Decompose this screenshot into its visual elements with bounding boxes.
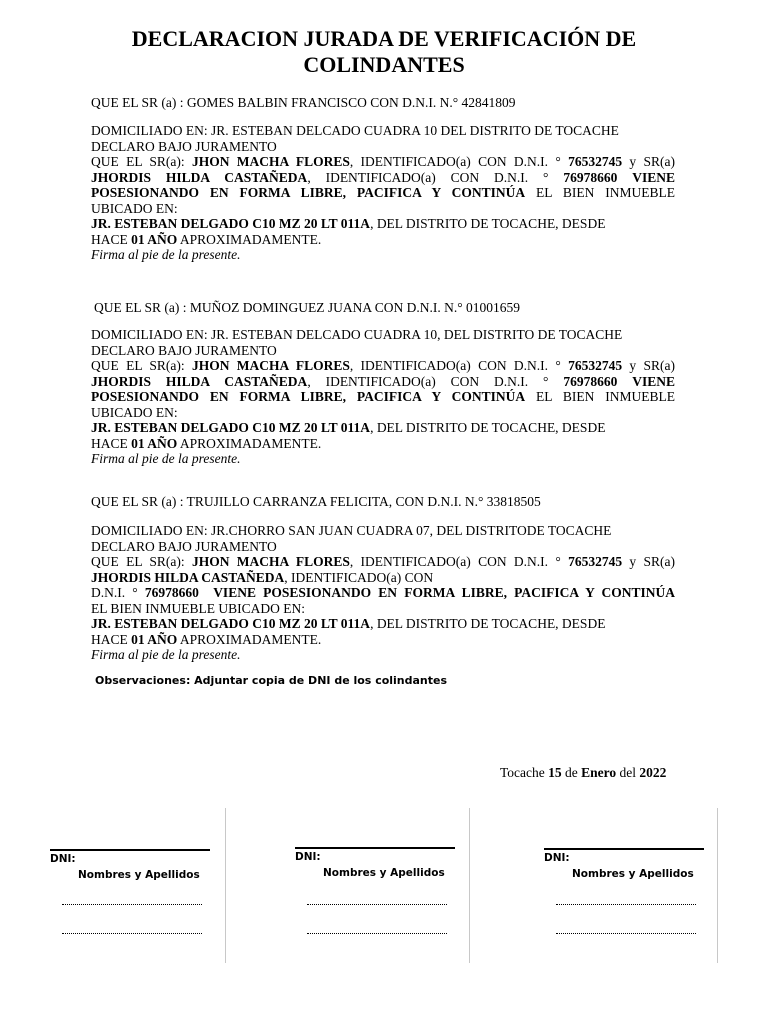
dotted-line	[556, 933, 696, 934]
dotted-line	[62, 933, 202, 934]
declaro-line: DECLARO BAJO JURAMENTO	[91, 342, 277, 358]
signature-divider	[717, 808, 718, 963]
dotted-line	[307, 933, 447, 934]
signature-box-3	[544, 848, 704, 943]
dni-label: DNI:	[50, 853, 76, 865]
signature-box-1	[50, 849, 210, 944]
section-1-header: QUE EL SR (a) : GOMES BALBIN FRANCISCO CON D.N.I. N.° 42841809	[91, 95, 516, 110]
section-3-header: QUE EL SR (a) : TRUJILLO CARRANZA FELICITA, CON D.N.I. N.° 33818505	[91, 494, 541, 509]
signature-divider	[225, 808, 226, 963]
dotted-line	[307, 904, 447, 905]
owner-line: QUE EL SR(a): JHON MACHA FLORES, IDENTIFICADO(a) CON D.N.I. ° 76532745 y SR(a)	[91, 358, 675, 373]
declaro-line: DECLARO BAJO JURAMENTO	[91, 138, 277, 154]
posesion-line: POSESIONANDO EN FORMA LIBRE, PACIFICA Y CONTINÚA EL BIEN INMUEBLE	[91, 185, 675, 200]
title-line-2: COLINDANTES	[303, 52, 465, 77]
owner-line: QUE EL SR(a): JHON MACHA FLORES, IDENTIFICADO(a) CON D.N.I. ° 76532745 y SR(a)	[91, 154, 675, 169]
date-line: Tocache 15 de Enero del 2022	[500, 765, 667, 780]
firma-line: Firma al pie de la presente.	[91, 647, 241, 662]
section-1-body	[91, 123, 675, 263]
posesion-line: D.N.I. ° 76978660 VIENE POSESIONANDO EN FORMA LIBRE, PACIFICA Y CONTINÚA	[91, 585, 676, 600]
ubicado-line: UBICADO EN:	[91, 404, 178, 420]
firma-line: Firma al pie de la presente.	[91, 451, 241, 466]
dotted-line	[62, 904, 202, 905]
title-line-1: DECLARACION JURADA DE VERIFICACIÓN DE	[131, 26, 637, 51]
hace-line: HACE 01 AÑO APROXIMADAMENTE.	[91, 435, 322, 451]
address-line: JR. ESTEBAN DELGADO C10 MZ 20 LT 011A, DEL DISTRITO DE TOCACHE, DESDE	[91, 616, 606, 631]
signature-line	[50, 849, 210, 851]
dni-label: DNI:	[544, 852, 570, 864]
names-label: Nombres y Apellidos	[572, 868, 694, 880]
hace-line: HACE 01 AÑO APROXIMADAMENTE.	[91, 231, 322, 247]
signature-divider	[469, 808, 470, 963]
owner2-line: JHORDIS HILDA CASTAÑEDA, IDENTIFICADO(a) CON D.N.I. ° 76978660 VIENE	[91, 373, 675, 389]
section-2-body	[91, 327, 675, 467]
signature-box-2	[295, 847, 455, 942]
declaro-line: DECLARO BAJO JURAMENTO	[91, 538, 277, 554]
owner2-line: JHORDIS HILDA CASTAÑEDA, IDENTIFICADO(a) CON	[91, 569, 434, 585]
owner2-line: JHORDIS HILDA CASTAÑEDA, IDENTIFICADO(a) CON D.N.I. ° 76978660 VIENE	[91, 169, 675, 185]
firma-line: Firma al pie de la presente.	[91, 247, 241, 262]
section-3-body	[91, 523, 675, 663]
signature-line	[544, 848, 704, 850]
hace-line: HACE 01 AÑO APROXIMADAMENTE.	[91, 631, 322, 647]
dni-label: DNI:	[295, 851, 321, 863]
posesion-line: POSESIONANDO EN FORMA LIBRE, PACIFICA Y CONTINÚA EL BIEN INMUEBLE	[91, 389, 675, 404]
names-label: Nombres y Apellidos	[78, 869, 200, 881]
names-label: Nombres y Apellidos	[323, 867, 445, 879]
signature-line	[295, 847, 455, 849]
owner-line: QUE EL SR(a): JHON MACHA FLORES, IDENTIFICADO(a) CON D.N.I. ° 76532745 y SR(a)	[91, 554, 675, 569]
document-title	[60, 26, 708, 78]
section-2-header: QUE EL SR (a) : MUÑOZ DOMINGUEZ JUANA CON D.N.I. N.° 01001659	[94, 300, 520, 315]
dotted-line	[556, 904, 696, 905]
observaciones-note: Observaciones: Adjuntar copia de DNI de los colindantes	[95, 674, 448, 687]
ubicado-line: EL BIEN INMUEBLE UBICADO EN:	[91, 600, 305, 616]
domicilio-line: DOMICILIADO EN: JR. ESTEBAN DELCADO CUADRA 10, DEL DISTRITO DE TOCACHE	[91, 327, 623, 342]
address-line: JR. ESTEBAN DELGADO C10 MZ 20 LT 011A, DEL DISTRITO DE TOCACHE, DESDE	[91, 216, 606, 231]
domicilio-line: DOMICILIADO EN: JR. ESTEBAN DELCADO CUADRA 10 DEL DISTRITO DE TOCACHE	[91, 123, 619, 138]
ubicado-line: UBICADO EN:	[91, 200, 178, 216]
address-line: JR. ESTEBAN DELGADO C10 MZ 20 LT 011A, DEL DISTRITO DE TOCACHE, DESDE	[91, 420, 606, 435]
domicilio-line: DOMICILIADO EN: JR.CHORRO SAN JUAN CUADRA 07, DEL DISTRITODE TOCACHE	[91, 523, 612, 538]
